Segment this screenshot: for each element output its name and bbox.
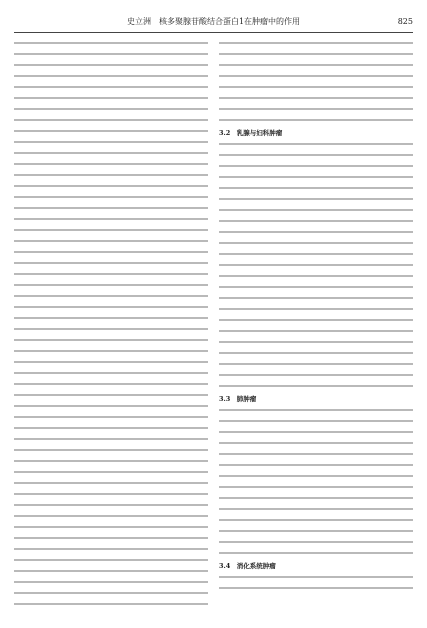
paragraph-right-4	[219, 572, 413, 594]
paragraph-left-3	[14, 357, 208, 500]
left-column	[14, 38, 208, 620]
paragraph-left-2	[14, 203, 208, 357]
paragraph-left-4	[14, 500, 208, 610]
running-title: 史立洲 核多聚腺苷酸结合蛋白1在肿瘤中的作用	[126, 17, 301, 26]
section-heading-3-3: 3.3 肺肿瘤	[219, 395, 257, 403]
paragraph-left-intro	[14, 38, 208, 82]
paragraph-right-2	[219, 260, 413, 392]
section-heading-3-4: 3.4 消化系统肿瘤	[219, 562, 276, 570]
right-column	[219, 38, 413, 620]
section-heading-3-2: 3.2 乳腺与妇科肿瘤	[219, 129, 283, 137]
running-header	[14, 14, 413, 33]
paragraph-right-intro	[219, 38, 413, 126]
page-number: 825	[397, 17, 413, 26]
paragraph-right-1	[219, 139, 413, 260]
paragraph-left-1	[14, 82, 208, 203]
paragraph-right-3	[219, 405, 413, 559]
